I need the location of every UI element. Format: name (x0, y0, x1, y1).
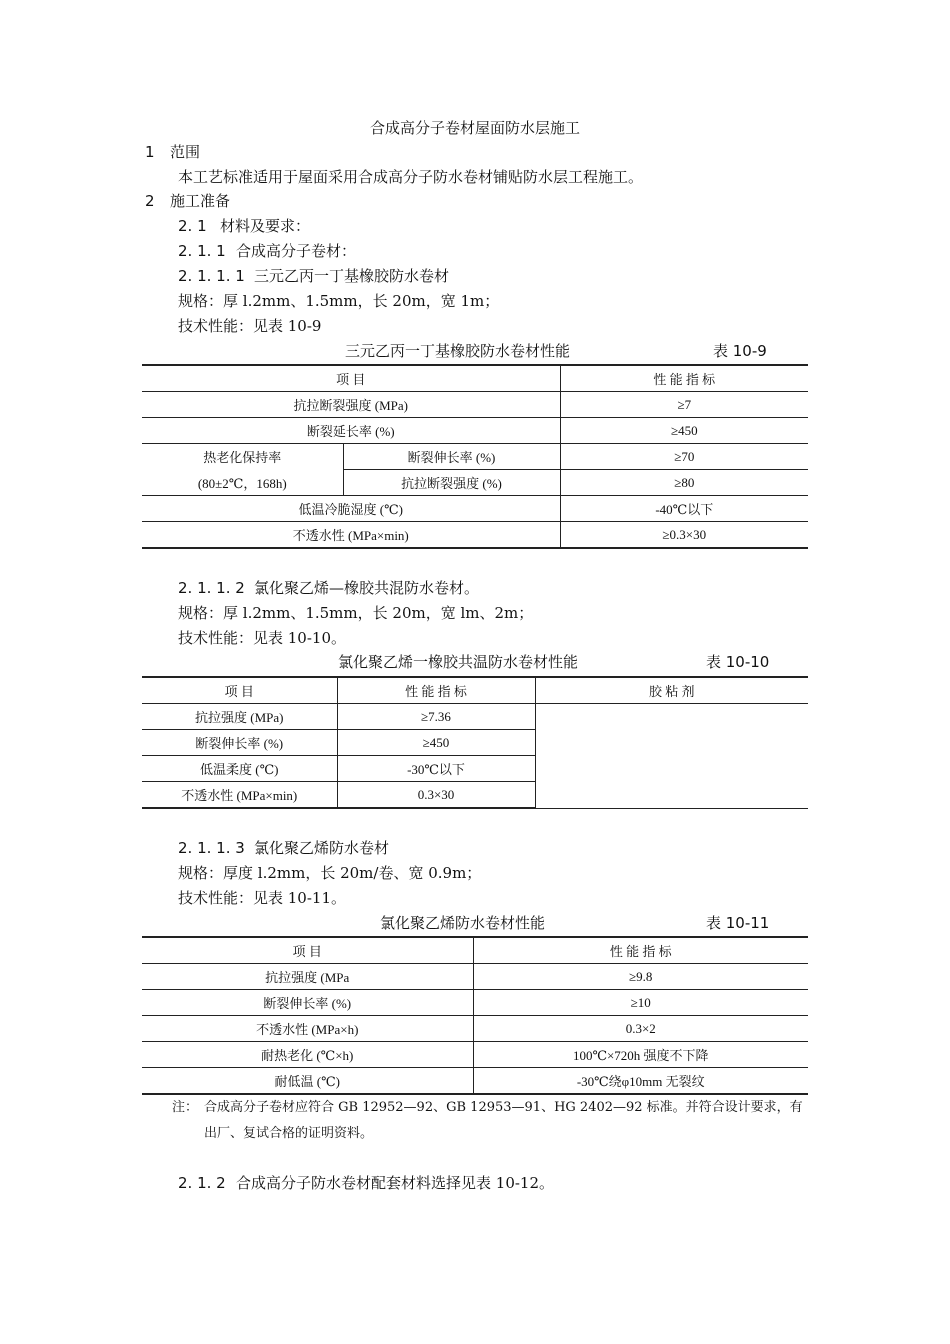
header-value: 性 能 指 标 (337, 677, 535, 704)
table-header-row (142, 677, 808, 704)
note-line-2: 出厂、复试合格的证明资料。 (204, 1126, 374, 1141)
row-item: 不透水性 (MPa×min) (142, 522, 560, 549)
header-value: 性 能 指 标 (473, 937, 808, 964)
section-2-1-2-text: 合成高分子防水卷材配套材料选择见表 10-12。 (236, 1174, 555, 1192)
page-title: 合成高分子卷材屋面防水层施工 (369, 119, 580, 137)
table-10-9 (142, 364, 808, 549)
row-item: 低温柔度 (℃) (142, 756, 337, 782)
row-value: ≥0.3×30 (560, 522, 808, 549)
table-row (142, 470, 808, 496)
row-value: -40℃以下 (560, 496, 808, 522)
section-2-1-1-1-number: 2. 1. 1. 1 (178, 267, 245, 285)
table-10-10 (142, 676, 808, 809)
section-2-1-1-number: 2. 1. 1 (178, 242, 226, 260)
row-item: 断裂伸长率 (%) (142, 730, 337, 756)
table-row (142, 418, 808, 444)
row-value: ≥70 (560, 444, 808, 470)
spec-line-3: 规格：厚度 l.2mm，长 20m/卷、宽 0.9m； (178, 864, 482, 882)
row-item: 不透水性 (MPa×min) (142, 782, 337, 809)
row-item: 抗拉断裂强度 (MPa) (142, 392, 560, 418)
table-row (142, 444, 808, 470)
table-10-11 (142, 936, 808, 1095)
group-label-top: 热老化保持率 (142, 444, 343, 470)
table-10-11-number: 表 10-11 (706, 914, 770, 932)
table-row (142, 392, 808, 418)
section-2-1-1-2-number: 2. 1. 1. 2 (178, 579, 245, 597)
row-value: ≥10 (473, 990, 808, 1016)
section-2-1-1-2-text: 氯化聚乙烯—橡胶共混防水卷材。 (254, 579, 480, 597)
row-value: -30℃绕φ10mm 无裂纹 (473, 1068, 808, 1095)
table-10-10-number: 表 10-10 (706, 653, 770, 671)
table-row (142, 522, 808, 549)
table-header-row (142, 365, 808, 392)
table-10-10-caption: 氯化聚乙烯一橡胶共温防水卷材性能 (338, 653, 579, 671)
perf-line-2: 技术性能：见表 10-10。 (178, 629, 347, 647)
row-value: 0.3×2 (473, 1016, 808, 1042)
header-glue: 胶 粘 剂 (535, 677, 808, 704)
table-row (142, 1068, 808, 1095)
row-item: 低温冷脆湿度 (℃) (142, 496, 560, 522)
note-label: 注： (172, 1100, 199, 1115)
row-sub-item: 断裂伸长率 (%) (343, 444, 560, 470)
row-value: 100℃×720h 强度不下降 (473, 1042, 808, 1068)
header-item: 项 目 (142, 677, 337, 704)
table-10-11-caption: 氯化聚乙烯防水卷材性能 (380, 914, 546, 932)
table-row (142, 1042, 808, 1068)
section-2-1-1-1-text: 三元乙丙一丁基橡胶防水卷材 (254, 267, 450, 285)
row-item: 抗拉强度 (MPa (142, 964, 473, 990)
section-2-number: 2 (145, 192, 155, 210)
section-2-1-1-3-text: 氯化聚乙烯防水卷材 (254, 839, 390, 857)
row-item: 耐热老化 (℃×h) (142, 1042, 473, 1068)
header-item: 项 目 (142, 365, 560, 392)
table-row (142, 990, 808, 1016)
row-value: ≥7.36 (337, 704, 535, 730)
section-1-number: 1 (145, 143, 155, 161)
row-value: ≥80 (560, 470, 808, 496)
row-value: ≥450 (560, 418, 808, 444)
section-2-1-number: 2. 1 (178, 217, 207, 235)
row-item: 断裂延长率 (%) (142, 418, 560, 444)
section-1-body: 本工艺标准适用于屋面采用合成高分子防水卷材铺贴防水层工程施工。 (178, 168, 644, 186)
row-value: ≥9.8 (473, 964, 808, 990)
row-item: 断裂伸长率 (%) (142, 990, 473, 1016)
section-2-1-1-text: 合成高分子卷材： (236, 242, 357, 260)
glue-cell-empty (535, 704, 808, 809)
row-value: -30℃以下 (337, 756, 535, 782)
row-value: 0.3×30 (337, 782, 535, 809)
row-sub-item: 抗拉断裂强度 (%) (343, 470, 560, 496)
table-10-9-number: 表 10-9 (713, 342, 767, 360)
table-row (142, 704, 808, 730)
note-line-1: 合成高分子卷材应符合 GB 12952—92、GB 12953—91、HG 2402—92 标准。并符合设计要求，有 (204, 1100, 803, 1115)
row-value: ≥7 (560, 392, 808, 418)
row-item: 耐低温 (℃) (142, 1068, 473, 1095)
spec-line-1: 规格：厚 l.2mm、1.5mm，长 20m，宽 1m； (178, 292, 500, 310)
header-item: 项 目 (142, 937, 473, 964)
spec-line-2: 规格：厚 l.2mm、1.5mm，长 20m，宽 lm、2m； (178, 604, 534, 622)
table-row (142, 496, 808, 522)
perf-line-1: 技术性能：见表 10-9 (178, 317, 322, 335)
header-value: 性 能 指 标 (560, 365, 808, 392)
section-2-1-1-3-number: 2. 1. 1. 3 (178, 839, 245, 857)
group-label-bottom: (80±2℃，168h) (142, 470, 343, 496)
table-header-row (142, 937, 808, 964)
row-item: 不透水性 (MPa×h) (142, 1016, 473, 1042)
section-2-heading: 施工准备 (170, 192, 231, 210)
perf-line-3: 技术性能：见表 10-11。 (178, 889, 347, 907)
section-1-heading: 范围 (170, 143, 201, 161)
row-value: ≥450 (337, 730, 535, 756)
table-row (142, 1016, 808, 1042)
section-2-1-2-number: 2. 1. 2 (178, 1174, 226, 1192)
section-2-1-text: 材料及要求： (220, 217, 311, 235)
table-row (142, 964, 808, 990)
row-item: 抗拉强度 (MPa) (142, 704, 337, 730)
table-10-9-caption: 三元乙丙一丁基橡胶防水卷材性能 (345, 342, 571, 360)
